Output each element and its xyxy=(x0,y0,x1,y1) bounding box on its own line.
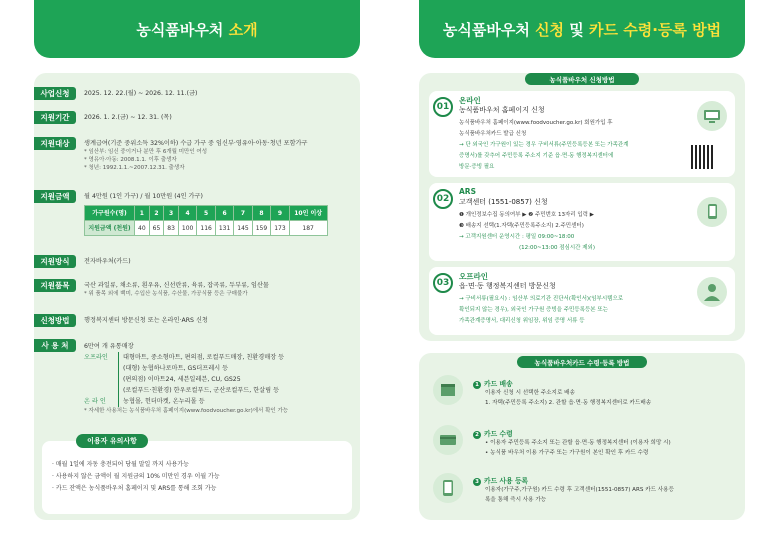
card-panel xyxy=(419,353,745,520)
step-line: 농식품바우처카드 발급 신청 xyxy=(459,131,527,137)
table-cell: 116 xyxy=(197,221,215,236)
table-cell: 173 xyxy=(271,221,289,236)
computer-icon xyxy=(697,101,727,131)
step-title: 온라인 xyxy=(459,96,481,105)
left-title-main: 농식품바우처 xyxy=(136,20,224,39)
row-label: 신청방법 xyxy=(34,314,76,327)
phone-hand-icon xyxy=(697,197,727,227)
online-text: 농협몰, 헌더마켓, 온누리몰 등 xyxy=(118,396,205,407)
items-sub: * 위 품목 외에 백미, 수입산 농식품, 수산물, 가공식품 등은 구매불가 xyxy=(84,291,248,297)
row-value: 전자바우처(카드) xyxy=(84,258,131,265)
step-title: 오프라인 xyxy=(459,272,488,281)
card-line: 1. 자택(주민등록 주소지) 2. 관할 읍·면·동 행정복지센터로 카드배송 xyxy=(485,400,652,406)
table-head: 6 xyxy=(215,206,233,221)
right-title-mid: 및 xyxy=(569,20,584,39)
places-text: 6만여 개 유통매장 xyxy=(84,343,134,350)
table-row xyxy=(85,206,328,221)
list-item: · 카드 잔액은 농식품바우처 홈페이지 및 ARS를 통해 조회 가능 xyxy=(52,485,217,492)
online-group xyxy=(84,396,354,407)
row-label: 지원품목 xyxy=(34,279,76,292)
right-title-end: 방법 xyxy=(692,20,722,39)
table-cell: 100 xyxy=(178,221,196,236)
step-text xyxy=(459,118,679,173)
card-step-title: 카드 사용 등록 xyxy=(484,477,529,485)
card-step-text xyxy=(485,388,730,408)
card-step-title: 카드 배송 xyxy=(484,380,513,388)
mobile-phone-icon xyxy=(433,473,463,503)
card-step-number: 1 xyxy=(473,381,481,389)
right-title-accent2: 카드 수령·등록 xyxy=(589,20,687,39)
notice-title: 이용자 유의사항 xyxy=(76,434,148,448)
left-title-accent: 소개 xyxy=(228,20,258,39)
right-title-main: 농식품바우처 xyxy=(442,20,530,39)
apply-panel xyxy=(419,73,745,341)
card-pill: 농식품바우처카드 수령·등록 방법 xyxy=(517,356,647,368)
card-step-number: 3 xyxy=(473,478,481,486)
step-line: → 고객지원센터 운영시간 : 평일 09:00~18:00 xyxy=(459,234,575,240)
table-cell: 65 xyxy=(149,221,164,236)
table-cell: 159 xyxy=(252,221,270,236)
step-number: 01 xyxy=(433,97,453,117)
row-label: 사업신청 xyxy=(34,87,76,100)
list-item: · 사용하지 않은 금액이 월 지원금의 10% 미만인 경우 이월 가능 xyxy=(52,473,220,480)
step-title: ARS xyxy=(459,187,476,196)
step-line: ❸ 배송지 선택(1.자택(주민등록주소지) 2.주민센터) xyxy=(459,223,584,229)
step-offline xyxy=(429,267,735,335)
online-label: 온 라 인 xyxy=(84,398,106,405)
card-line: • 이용자 주민등록 주소지 또는 관할 읍·면·동 행정복지센터 (이용자 희망 시) xyxy=(485,440,671,446)
items-text: 국산 과일류, 채소류, 흰우유, 신선란류, 육류, 잡곡류, 두부류, 임산물 xyxy=(84,282,269,289)
table-head: 2 xyxy=(149,206,164,221)
amount-table xyxy=(84,205,328,236)
list-item: · 매월 1일에 자동 충전되어 당월 말일 까지 사용가능 xyxy=(52,461,189,468)
table-cell: 131 xyxy=(215,221,233,236)
row-label: 사 용 처 xyxy=(34,339,76,352)
step-subtitle: 읍·면·동 행정복지센터 방문신청 xyxy=(459,282,556,290)
table-head: 7 xyxy=(234,206,252,221)
step-line: → 구비서류(필요시) : 임산부 의료기관 진단서(확인서)(임부시템으로 xyxy=(459,296,624,302)
step-online xyxy=(429,91,735,177)
table-head-label: 가구원수(명) xyxy=(85,206,135,221)
card-line: • 농식품 바우처 이용 가구주 또는 가구원이 본인 확인 후 카드 수령 xyxy=(485,450,649,456)
intro-panel xyxy=(34,73,360,520)
staff-person-icon xyxy=(697,277,727,307)
step-line: (12:00~13:00 점심시간 제외) xyxy=(519,245,595,251)
card-line: 이용자(가구주,가구원) 카드 수령 후 고객센터(1551-0857) ARS 카드 사용등 xyxy=(485,487,674,493)
table-head: 10인 이상 xyxy=(289,206,327,221)
target-sub: * 영유아·아동: 2008.1.1. 이후 출생자 xyxy=(84,157,177,163)
step-line: 방문·증빙 필요 xyxy=(459,164,495,170)
offline-list xyxy=(118,352,284,396)
step-line: 가족관계증명서, 대리신청 위임장, 위임 증명 서류 등 xyxy=(459,318,585,324)
table-head: 4 xyxy=(178,206,196,221)
step-line: → 단 외국인 가구원이 있는 경우 구비서류(주민등록등본 또는 가족관계 xyxy=(459,142,629,148)
card-step-text xyxy=(485,438,730,458)
table-head: 8 xyxy=(252,206,270,221)
amount-text: 월 4만원 (1인 가구) / 월 10만원 (4인 가구) xyxy=(84,193,203,200)
row-value xyxy=(84,192,354,236)
step-text xyxy=(459,294,689,327)
row-value xyxy=(84,139,354,172)
table-head: 1 xyxy=(135,206,150,221)
list-item: (대형) 농협하나로마트, GS더프레시 등 xyxy=(123,365,229,372)
card-line: 록을 통해 즉시 사용 가능 xyxy=(485,497,547,503)
row-label: 지원대상 xyxy=(34,137,76,150)
step-line: ❶ 개인정보수집 동의여부 ▶ ❷ 주민번호 13자리 입력 ▶ xyxy=(459,212,594,218)
step-number: 02 xyxy=(433,189,453,209)
row-value xyxy=(84,341,354,415)
step-text xyxy=(459,210,689,254)
row-label: 지원방식 xyxy=(34,255,76,268)
right-title-accent: 신청 xyxy=(535,20,565,39)
row-value: 행정복지센터 방문신청 또는 온라인·ARS 신청 xyxy=(84,317,208,324)
row-value xyxy=(84,281,354,298)
step-ars xyxy=(429,183,735,261)
step-line: 증명서)를 갖추어 주민등록 주소지 기준 읍·면·동 행정복지센터에 xyxy=(459,153,614,159)
table-cell: 187 xyxy=(289,221,327,236)
table-cell: 40 xyxy=(135,221,150,236)
table-cell: 83 xyxy=(164,221,179,236)
card-step-number: 2 xyxy=(473,431,481,439)
table-row xyxy=(85,221,328,236)
table-head: 5 xyxy=(197,206,215,221)
qr-code-icon[interactable] xyxy=(691,145,715,169)
apply-pill: 농식품바우처 신청방법 xyxy=(525,73,639,85)
target-text: 생계급여(기준 중위소득 32%이하) 수급 가구 중 임신부·영유아·아동·청년 포함가구 xyxy=(84,140,308,147)
list-item: 대형마트, 중소형마트, 편의점, 로컬푸드매장, 친환경매장 등 xyxy=(123,354,285,361)
target-sub: * 임산부: 임신 중이거나 분만 후 6개월 미만인 여성 xyxy=(84,149,208,155)
table-cell: 145 xyxy=(234,221,252,236)
table-head: 9 xyxy=(271,206,289,221)
offline-label: 오프라인 xyxy=(84,354,108,361)
row-label: 지원기간 xyxy=(34,111,76,124)
step-line: 확인되지 않는 경우), 외국인 가구원 증빙을 주민등록등본 또는 xyxy=(459,307,608,313)
right-header xyxy=(419,0,745,58)
places-footnote: * 자세한 사용처는 농식품바우처 홈페이지(www.foodvoucher.go.kr)에서 확인 가능 xyxy=(84,408,289,414)
card-step-text xyxy=(485,485,730,505)
notice-box xyxy=(42,437,352,514)
step-subtitle: 고객센터 (1551-0857) 신청 xyxy=(459,198,548,206)
row-value: 2025. 12. 22.(월) ~ 2026. 12. 11.(금) xyxy=(84,90,198,97)
step-subtitle: 농식품바우처 홈페이지 신청 xyxy=(459,106,545,114)
row-label: 지원금액 xyxy=(34,190,76,203)
table-row-label: 지원금액 (천원) xyxy=(85,221,135,236)
delivery-box-icon xyxy=(433,375,463,405)
list-item: (편의점) 이마트24, 세븐일레븐, CU, GS25 xyxy=(123,376,241,383)
step-number: 03 xyxy=(433,273,453,293)
list-item: (로컬푸드·친환경) 한우로컬푸드, 군산로컬푸드, 한살림 등 xyxy=(123,387,280,394)
card-hand-icon xyxy=(433,425,463,455)
card-step-title: 카드 수령 xyxy=(484,430,513,438)
row-value: 2026. 1. 2.(금) ~ 12. 31. (목) xyxy=(84,114,172,121)
table-head: 3 xyxy=(164,206,179,221)
card-line: 이용자 신청 시 선택한 주소지로 배송 xyxy=(485,390,575,396)
offline-group xyxy=(84,352,354,396)
target-sub: * 청년: 1992.1.1.~2007.12.31. 출생자 xyxy=(84,165,185,171)
left-header xyxy=(34,0,360,58)
step-line: 농식품바우처 홈페이지(www.foodvoucher.go.kr) 회원가입 후 xyxy=(459,120,613,126)
